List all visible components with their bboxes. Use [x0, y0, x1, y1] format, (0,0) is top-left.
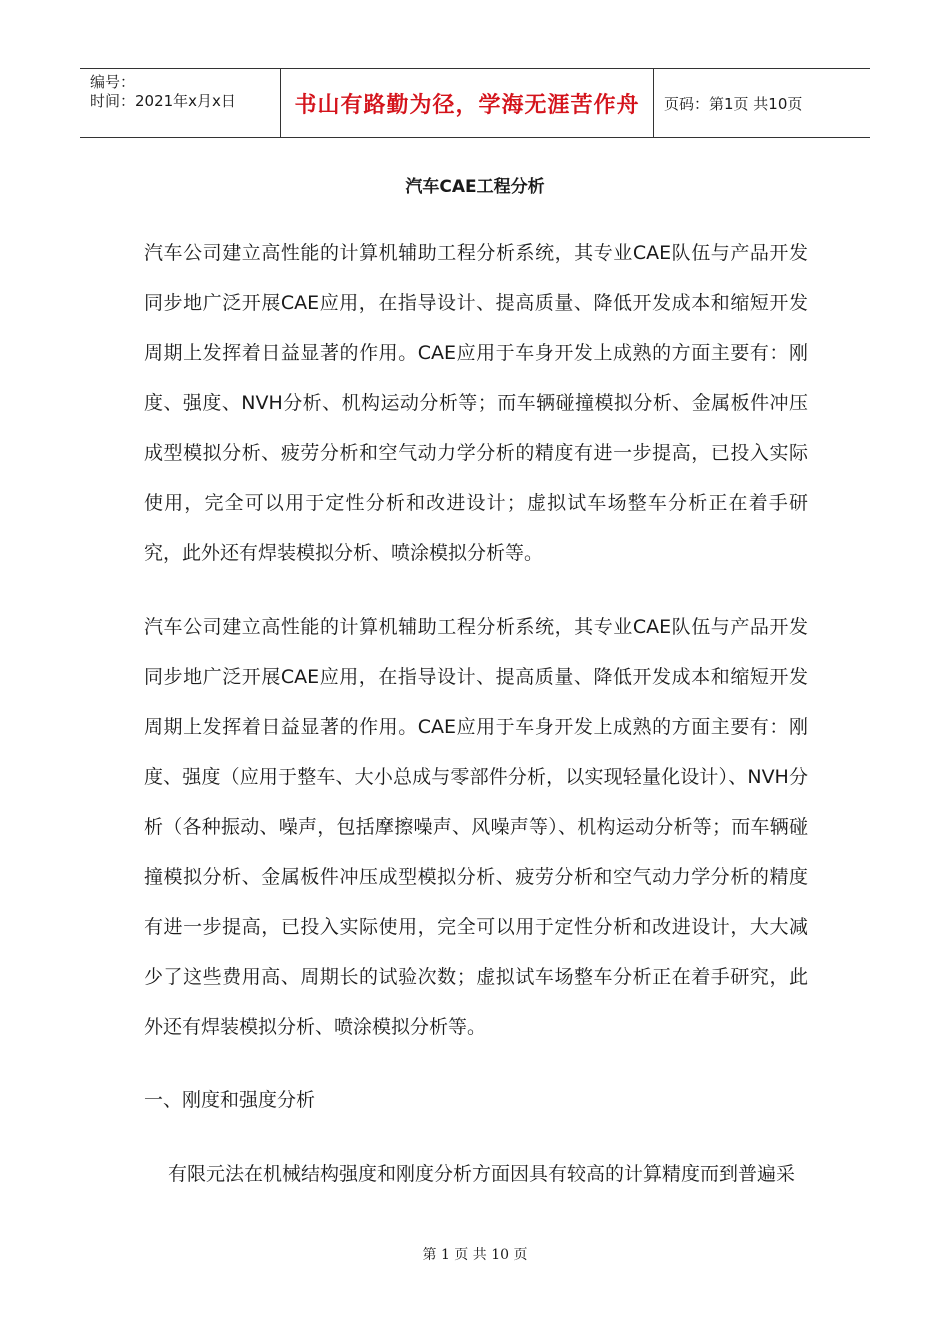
header-meta: [80, 69, 281, 137]
header-motto: 书山有路勤为径，学海无涯苦作舟: [281, 69, 654, 137]
document-header: [80, 68, 870, 138]
body-paragraph-1: 汽车公司建立高性能的计算机辅助工程分析系统，其专业CAE队伍与产品开发同步地广泛开展CAE应用，在指导设计、提高质量、降低开发成本和缩短开发周期上发挥着日益显著的作用。CAE应用于车身开发上成熟的方面主要有：刚度、强度、NVH分析、机构运动分析等；而车辆碰撞模拟分析、金属板件冲压成型模拟分析、疲劳分析和空气动力学分析的精度有进一步提高，已投入实际使用，完全可以用于定性分析和改进设计；虚拟试车场整车分析正在着手研究，此外还有焊装模拟分析、喷涂模拟分析等。: [144, 242, 808, 564]
document-title: 汽车CAE工程分析: [405, 177, 545, 197]
document-number-label: 编号：: [90, 73, 136, 91]
section-heading: 一、刚度和强度分析: [144, 1089, 316, 1111]
header-page-info: 页码：第1页 共10页: [664, 94, 803, 113]
body-paragraph-3: 有限元法在机械结构强度和刚度分析方面因具有较高的计算精度而到普遍采: [168, 1163, 796, 1185]
document-date: 时间：2021年x月x日: [90, 92, 236, 110]
body-paragraph-2: 汽车公司建立高性能的计算机辅助工程分析系统，其专业CAE队伍与产品开发同步地广泛开展CAE应用，在指导设计、提高质量、降低开发成本和缩短开发周期上发挥着日益显著的作用。CAE应用于车身开发上成熟的方面主要有：刚度、强度（应用于整车、大小总成与零部件分析，以实现轻量化设计）、NVH分析（各种振动、噪声，包括摩擦噪声、风噪声等）、机构运动分析等；而车辆碰撞模拟分析、金属板件冲压成型模拟分析、疲劳分析和空气动力学分析的精度有进一步提高，已投入实际使用，完全可以用于定性分析和改进设计，大大减少了这些费用高、周期长的试验次数；虚拟试车场整车分析正在着手研究，此外还有焊装模拟分析、喷涂模拟分析等。: [144, 616, 808, 1038]
page-footer: 第 1 页 共 10 页: [422, 1247, 528, 1263]
